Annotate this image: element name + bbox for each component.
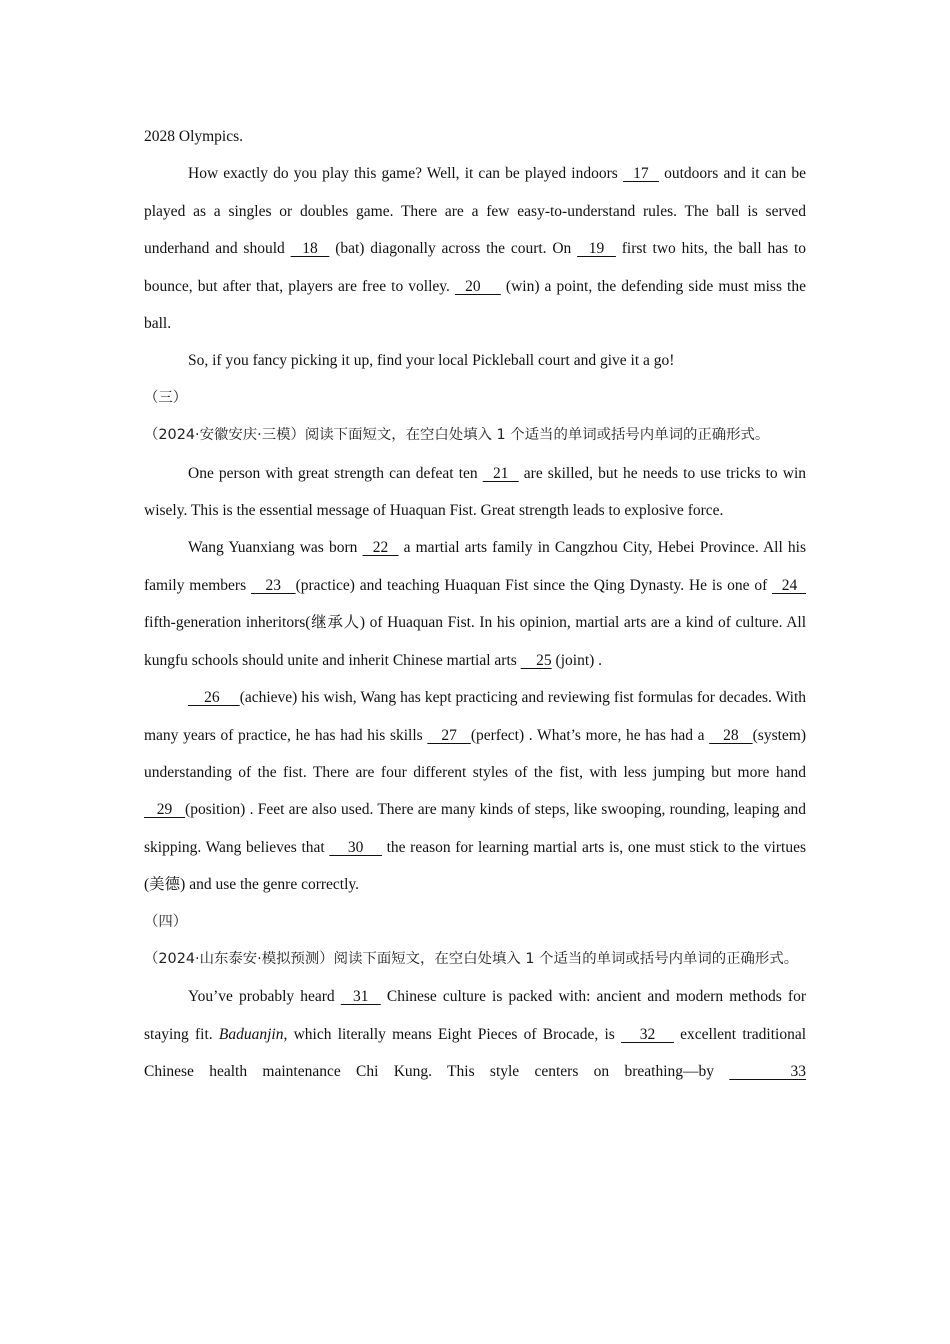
blank-18[interactable]: 18 [290,240,330,258]
paragraph-wang-born: Wang Yuanxiang was born 22 a martial arts family in Cangzhou City, Hebei Province. All his family members 23 (practice) and teaching Huaquan Fist since the Qing Dynasty. He is one of 24 fifth-generation inheritors(继承人) of Huaquan Fist. In his opinion, martial arts are a kind of culture. All kungfu schools should unite and inherit Chinese martial arts 25 (joint) . [144,539,807,669]
paragraph-how-to-play: How exactly do you play this game? Well, it can be played indoors 17 outdoors and it can be played as a singles or doubles game. There are a few easy-to-understand rules. The ball is served underhand and should 18 (bat) diagonally across the court. On 19 first two hits, the ball has to bounce, but after that, players are free to volley. 20 (win) a point, the defending side must miss the ball. [144,165,807,333]
blank-20[interactable]: 20 [454,277,501,295]
blank-25[interactable]: 25 [520,651,552,669]
blank-32[interactable]: 32 [621,1025,674,1043]
paragraph-olympics: 2028 Olympics. [144,128,244,145]
blank-17[interactable]: 17 [622,165,659,183]
paragraph-strength: One person with great strength can defeat ten 21 are skilled, but he needs to use tricks to win wisely. This is the essential message of Huaquan Fist. Great strength leads to explosive force. [144,464,807,520]
blank-21[interactable]: 21 [482,464,519,482]
blank-22[interactable]: 22 [362,539,399,557]
blank-30[interactable]: 30 [329,838,382,856]
blank-29[interactable]: 29 [144,801,186,819]
section-instruction-3: （2024·安徽安庆·三模）阅读下面短文，在空白处填入 1 个适当的单词或括号内单词的正确形式。 [144,427,770,444]
section-heading-4: （四） [144,913,188,930]
section-instruction-4: （2024·山东泰安·模拟预测）阅读下面短文，在空白处填入 1 个适当的单词或括号内单词的正确形式。 [144,950,799,967]
blank-24[interactable]: 24 [772,576,807,594]
blank-33[interactable]: 33 [729,1063,807,1081]
blank-27[interactable]: 27 [427,726,471,744]
blank-23[interactable]: 23 [250,576,296,594]
paragraph-baduanjin: You’ve probably heard 31 Chinese culture is packed with: ancient and modern methods for staying fit. Baduanjin, which literally means Eight Pieces of Brocade, is 32 excellent traditional Chinese health maintenance Chi Kung. This style centers on breathing—by 33 [144,988,807,1081]
blank-31[interactable]: 31 [340,988,381,1006]
baduanjin-term: Baduanjin [218,1025,284,1043]
blank-28[interactable]: 28 [709,726,753,744]
blank-19[interactable]: 19 [577,240,616,258]
paragraph-achieve: 26 (achieve) his wish, Wang has kept practicing and reviewing fist formulas for decades. With many years of practice, he has had his skills 27 (perfect) . What’s more, he has had a 28 (system) understanding of the fist. There are four different styles of the fist, with less jumping but more hand 29 (position) . Feet are also used. There are many kinds of steps, like swooping, rounding, leaping and skipping. Wang believes that 30 the reason for learning martial arts is, one must stick to the virtues (美德) and use the genre correctly. [144,689,807,894]
paragraph-fancy: So, if you fancy picking it up, find your local Pickleball court and give it a go! [188,352,675,370]
document-page [144,118,806,1091]
blank-26[interactable]: 26 [188,689,240,707]
section-heading-3: （三） [144,389,188,406]
